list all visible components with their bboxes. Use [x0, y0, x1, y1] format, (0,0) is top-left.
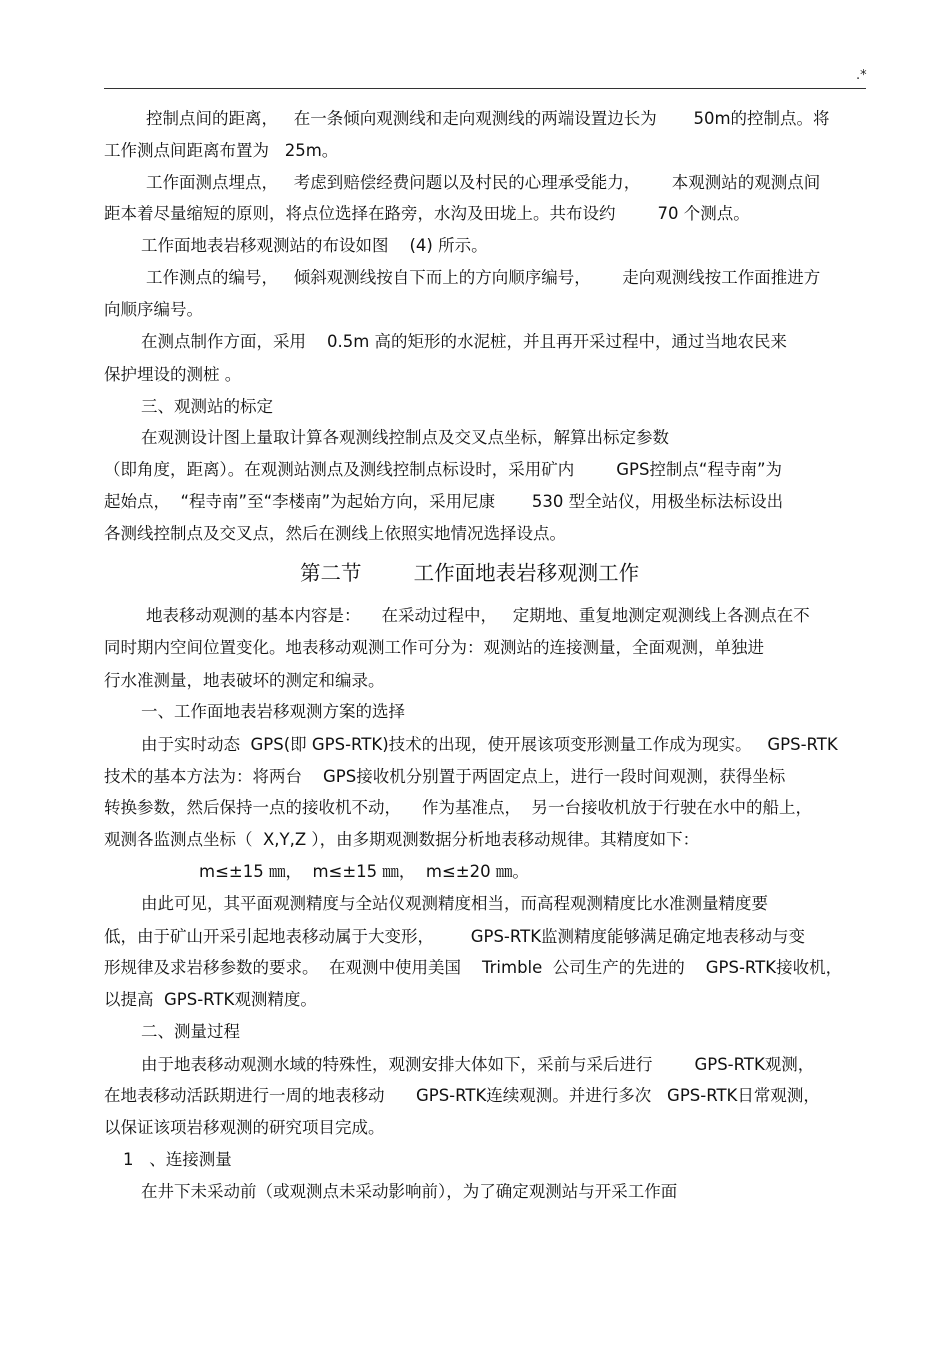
- text-line: 转换参数，然后保持一点的接收机不动， 作为基准点， 另一台接收机放于行驶在水中的船上，: [104, 798, 812, 817]
- text-line: 1 、连接测量: [123, 1150, 232, 1169]
- text-line: 观测各监测点坐标（ X,Y,Z ），由多期观测数据分析地表移动规律。其精度如下：: [104, 830, 700, 849]
- text-line: 起始点， “程寺南”至“李楼南”为起始方向，采用尼康 530 型全站仪，用极坐标法标设出: [104, 492, 784, 511]
- text-line: 一、工作面地表岩移观测方案的选择: [141, 702, 405, 721]
- text-line: 同时期内空间位置变化。地表移动观测工作可分为：观测站的连接测量，全面观测，单独进: [104, 638, 764, 657]
- text-line: 保护埋设的测桩 。: [104, 365, 242, 384]
- text-line: 距本着尽量缩短的原则，将点位选择在路旁，水沟及田垅上。共布设约 70 个测点。: [104, 204, 750, 223]
- text-line: 工作面测点埋点， 考虑到赔偿经费问题以及村民的心理承受能力， 本观测站的观测点间: [146, 173, 821, 192]
- text-line: 工作测点间距离布置为 25m。: [104, 141, 339, 160]
- text-line: 向顺序编号。: [104, 300, 203, 319]
- text-line: 在井下未采动前（或观测点未采动影响前），为了确定观测站与开采工作面: [141, 1182, 678, 1201]
- text-line: 二、测量过程: [141, 1022, 240, 1041]
- text-line: 低，由于矿山开采引起地表移动属于大变形， GPS-RTK监测精度能够满足确定地表移动与变: [104, 927, 806, 946]
- header-mark: .*: [856, 68, 867, 83]
- text-line: 各测线控制点及交叉点，然后在测线上依照实地情况选择设点。: [104, 524, 566, 543]
- text-line: 工作测点的编号， 倾斜观测线按自下而上的方向顺序编号， 走向观测线按工作面推进方: [146, 268, 821, 287]
- text-line: 地表移动观测的基本内容是： 在采动过程中， 定期地、重复地测定观测线上各测点在不: [146, 606, 810, 625]
- text-line: 控制点间的距离， 在一条倾向观测线和走向观测线的两端设置边长为 50m的控制点。将: [146, 109, 830, 128]
- text-line: 技术的基本方法为：将两台 GPS接收机分别置于两固定点上，进行一段时间观测，获得坐标: [104, 767, 786, 786]
- section-heading: 第二节 工作面地表岩移观测工作: [300, 561, 640, 585]
- text-line: 三、观测站的标定: [141, 397, 273, 416]
- text-line: 以提高 GPS-RTK观测精度。: [104, 990, 317, 1009]
- text-line: 以保证该项岩移观测的研究项目完成。: [104, 1118, 385, 1137]
- text-line: 形规律及求岩移参数的要求。 在观测中使用美国 Trimble 公司生产的先进的 GPS-RTK接收机，: [104, 958, 843, 977]
- text-line: 在地表移动活跃期进行一周的地表移动 GPS-RTK连续观测。并进行多次 GPS-RTK日常观测，: [104, 1086, 820, 1105]
- text-line: 由此可见，其平面观测精度与全站仪观测精度相当，而高程观测精度比水准测量精度要: [141, 894, 768, 913]
- text-line: （即角度，距离）。在观测站测点及测线控制点标设时，采用矿内 GPS控制点“程寺南”为: [104, 460, 783, 479]
- header-rule: [104, 88, 866, 89]
- text-line: m≤±15 ㎜， m≤±15 ㎜， m≤±20 ㎜。: [199, 862, 529, 881]
- text-line: 工作面地表岩移观测站的布设如图 (4) 所示。: [141, 236, 488, 255]
- text-line: 在观测设计图上量取计算各观测线控制点及交叉点坐标，解算出标定参数: [141, 428, 669, 447]
- text-line: 在测点制作方面，采用 0.5m 高的矩形的水泥桩，并且再开采过程中，通过当地农民来: [141, 332, 788, 351]
- text-line: 由于实时动态 GPS(即 GPS-RTK)技术的出现，使开展该项变形测量工作成为现实。 GPS-RTK: [141, 735, 838, 754]
- text-line: 由于地表移动观测水域的特殊性，观测安排大体如下，采前与采后进行 GPS-RTK观测，: [141, 1055, 815, 1074]
- text-line: 行水准测量，地表破坏的测定和编录。: [104, 671, 385, 690]
